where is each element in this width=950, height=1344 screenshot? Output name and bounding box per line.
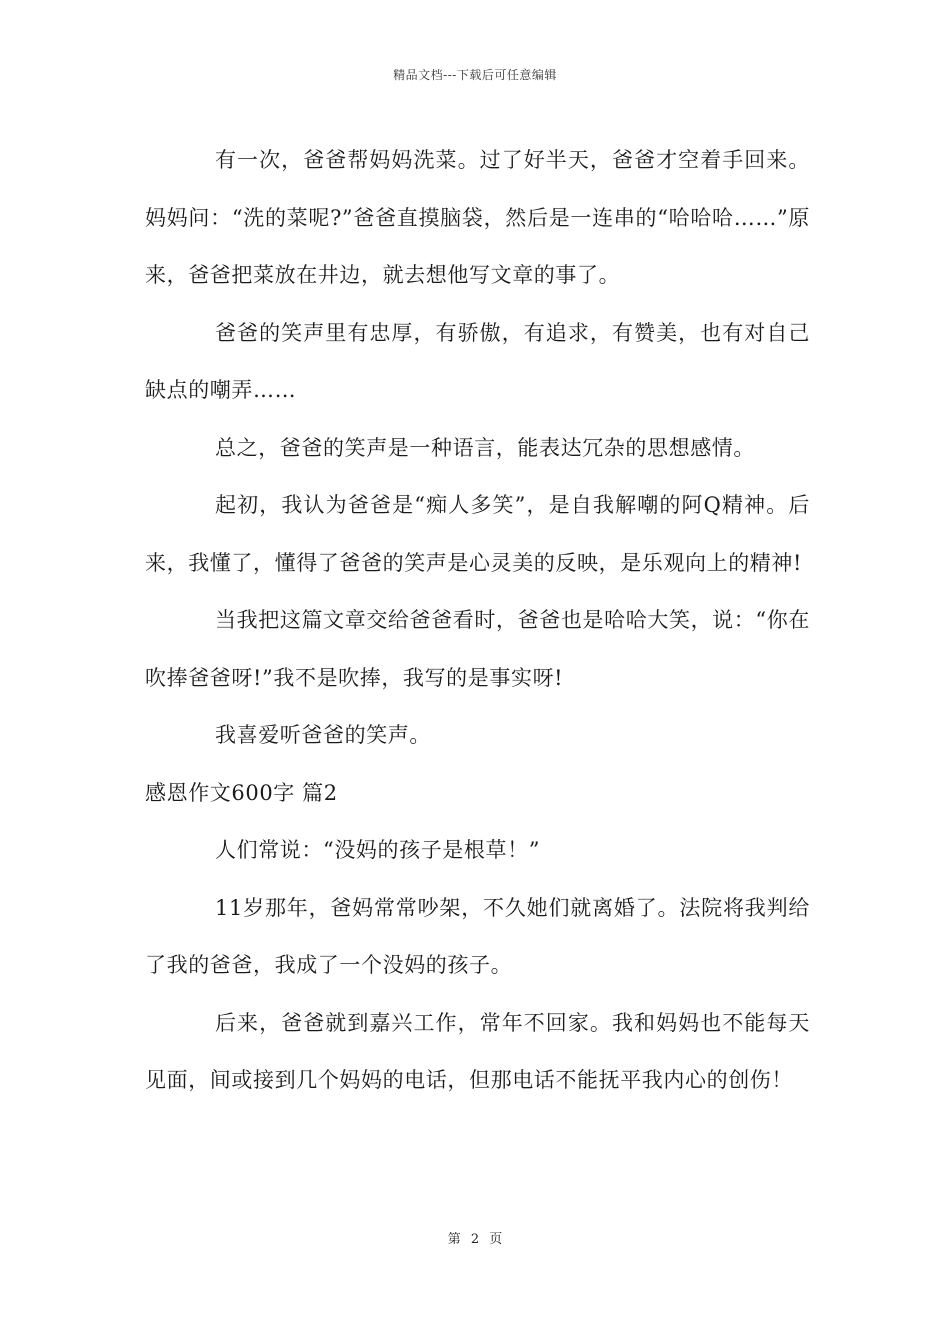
- paragraph-6: 我喜爱听爸爸的笑声。: [215, 723, 431, 747]
- paragraph-4: 起初，我认为爸爸是“痴人多笑”，是自我解嘲的阿Q精神。后来，我懂了，懂得了爸爸的笑声是心灵美的反映，是乐观向上的精神!: [145, 493, 810, 575]
- page-header: 精品文档---下载后可任意编辑: [393, 68, 557, 82]
- paragraph-5: 当我把这篇文章交给爸爸看时，爸爸也是哈哈大笑，说：“你在吹捧爸爸呀!”我不是吹捧，我写的是事实呀!: [145, 608, 810, 690]
- page-footer-suffix: 页: [489, 1232, 503, 1247]
- page-footer-prefix: 第: [447, 1232, 461, 1247]
- paragraph-2: 爸爸的笑声里有忠厚，有骄傲，有追求，有赞美，也有对自己缺点的嘲弄……: [145, 320, 810, 402]
- document-body: [145, 132, 810, 1110]
- paragraph-9: 后来，爸爸就到嘉兴工作，常年不回家。我和妈妈也不能每天见面，间或接到几个妈妈的电话，但那电话不能抚平我内心的创伤！: [145, 1010, 810, 1092]
- paragraph-7: 人们常说：“没妈的孩子是根草！”: [215, 838, 541, 862]
- page-footer: [0, 1228, 950, 1247]
- paragraph-8: 11岁那年，爸妈常常吵架，不久她们就离婚了。法院将我判给了我的爸爸，我成了一个没妈的孩子。: [145, 895, 810, 977]
- section-heading: 感恩作文600字 篇2: [145, 780, 338, 805]
- page-number: 2: [470, 1232, 480, 1247]
- paragraph-3: 总之，爸爸的笑声是一种语言，能表达冗杂的思想感情。: [215, 435, 755, 460]
- paragraph-1: 有一次，爸爸帮妈妈洗菜。过了好半天，爸爸才空着手回来。妈妈问：“洗的菜呢?”爸爸直摸脑袋，然后是一连串的“哈哈哈……”原来，爸爸把菜放在井边，就去想他写文章的事了。: [145, 148, 810, 287]
